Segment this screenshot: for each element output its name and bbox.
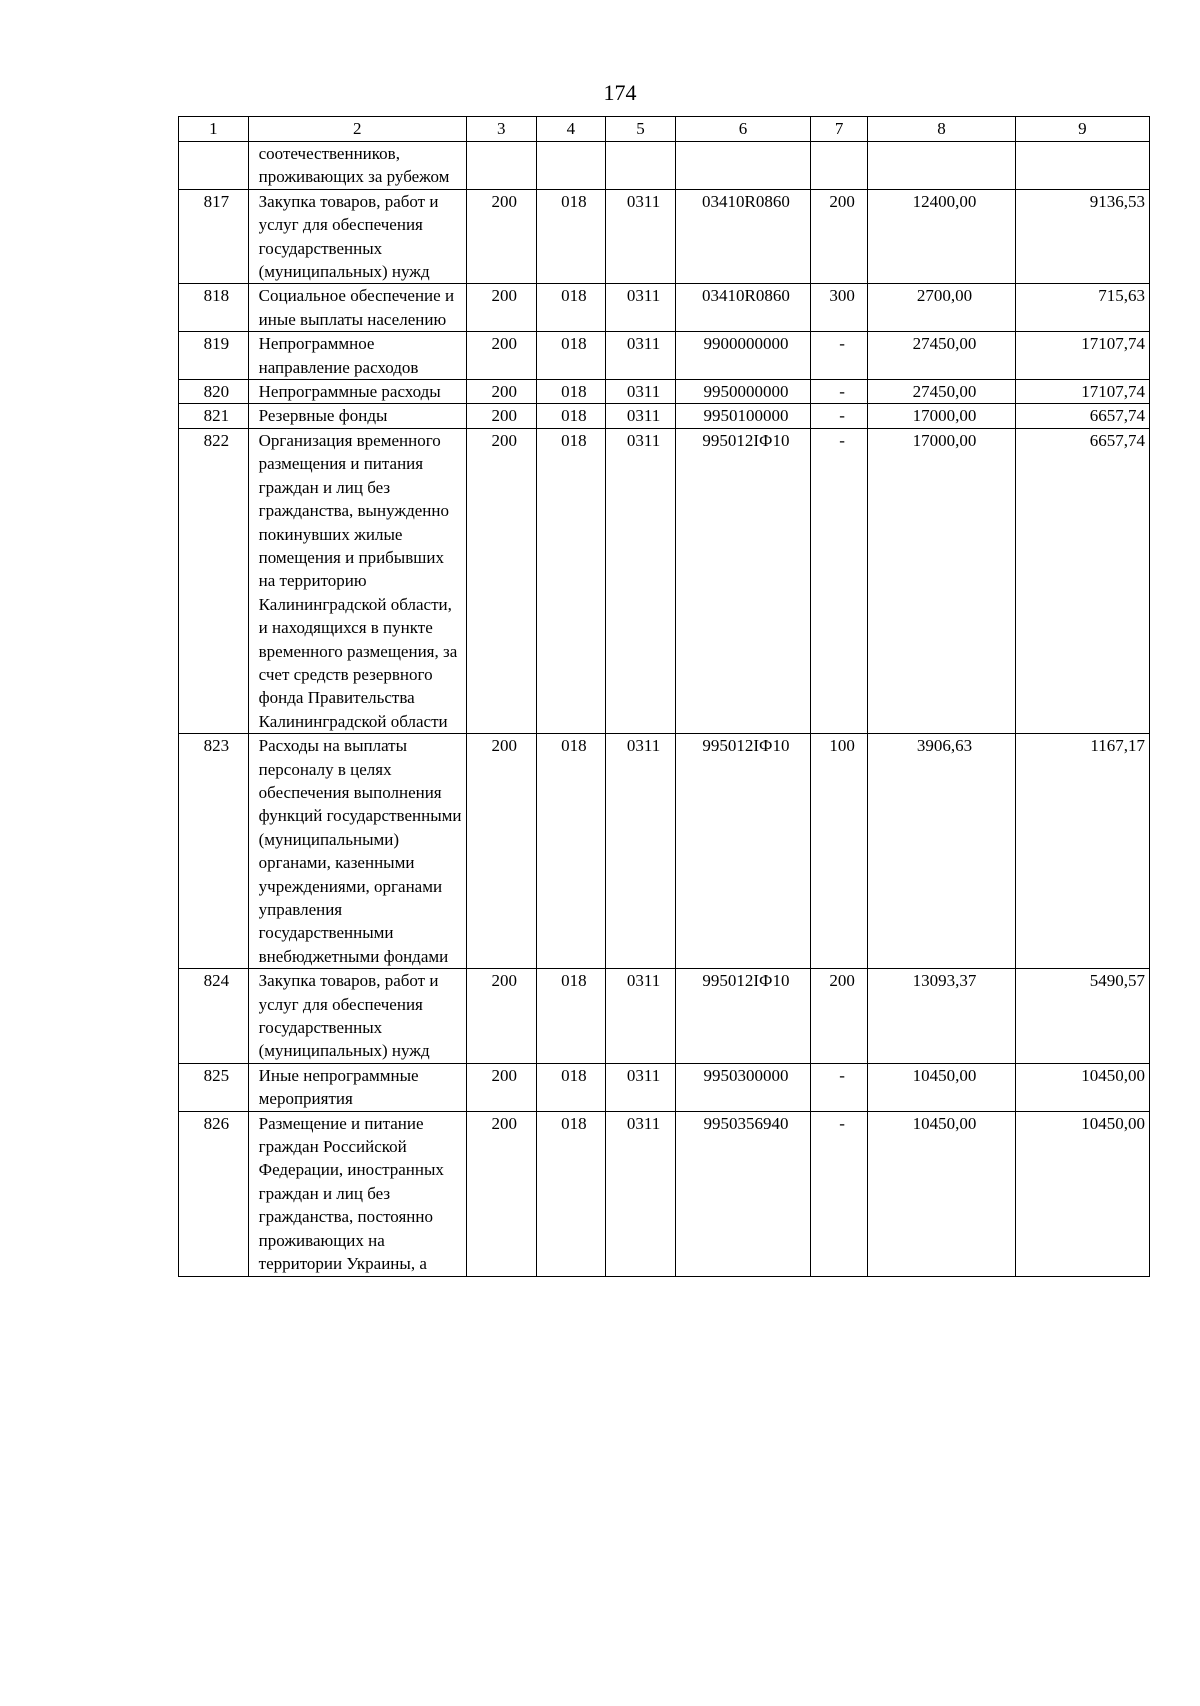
target-article-code (675, 142, 810, 190)
section-code: 0311 (606, 1111, 676, 1276)
target-article-code: 995012IФ10 (675, 428, 810, 733)
amount-col8: 17000,00 (868, 428, 1016, 733)
expense-name: Иные непрограммные мероприятия (248, 1063, 466, 1111)
budget-table (178, 116, 1150, 1277)
target-article-code: 995012IФ10 (675, 734, 810, 969)
table-row (179, 284, 1150, 332)
amount-col9: 6657,74 (1015, 404, 1149, 428)
expense-type-code: 200 (811, 189, 868, 284)
expense-type-code (811, 142, 868, 190)
row-number: 823 (179, 734, 249, 969)
section-code: 0311 (606, 332, 676, 380)
amount-col8: 17000,00 (868, 404, 1016, 428)
code-col4: 018 (536, 404, 606, 428)
amount-col9: 17107,74 (1015, 380, 1149, 404)
code-col4: 018 (536, 332, 606, 380)
amount-col8: 12400,00 (868, 189, 1016, 284)
table-row (179, 734, 1150, 969)
code-col3: 200 (466, 734, 536, 969)
amount-col8: 3906,63 (868, 734, 1016, 969)
code-col3: 200 (466, 428, 536, 733)
code-col3: 200 (466, 332, 536, 380)
code-col3: 200 (466, 404, 536, 428)
expense-type-code: - (811, 428, 868, 733)
row-number: 818 (179, 284, 249, 332)
expense-type-code: - (811, 404, 868, 428)
amount-col9: 5490,57 (1015, 969, 1149, 1064)
expense-name: Расходы на выплаты персоналу в целях обеспечения выполнения функций государственными (муниципальными) органами, казенными учреждениями, органами управления государственными внебюджетными фондами (248, 734, 466, 969)
expense-type-code: 300 (811, 284, 868, 332)
column-header: 7 (811, 117, 868, 142)
section-code: 0311 (606, 189, 676, 284)
expense-name: Размещение и питание граждан Российской Федерации, иностранных граждан и лиц без гражданства, постоянно проживающих на территории Украины, а (248, 1111, 466, 1276)
table-row (179, 1111, 1150, 1276)
table-header (179, 117, 1150, 142)
amount-col9: 9136,53 (1015, 189, 1149, 284)
table-row (179, 969, 1150, 1064)
expense-name: Закупка товаров, работ и услуг для обеспечения государственных (муниципальных) нужд (248, 189, 466, 284)
expense-type-code: - (811, 380, 868, 404)
code-col4: 018 (536, 189, 606, 284)
row-number: 824 (179, 969, 249, 1064)
code-col4: 018 (536, 284, 606, 332)
code-col4: 018 (536, 380, 606, 404)
row-number: 822 (179, 428, 249, 733)
amount-col8: 27450,00 (868, 332, 1016, 380)
column-header: 1 (179, 117, 249, 142)
table-row (179, 1063, 1150, 1111)
column-header: 2 (248, 117, 466, 142)
code-col4: 018 (536, 969, 606, 1064)
target-article-code: 9950300000 (675, 1063, 810, 1111)
code-col3: 200 (466, 189, 536, 284)
section-code: 0311 (606, 734, 676, 969)
amount-col9 (1015, 142, 1149, 190)
code-col4: 018 (536, 428, 606, 733)
expense-type-code: 100 (811, 734, 868, 969)
expense-type-code: - (811, 1111, 868, 1276)
section-code: 0311 (606, 969, 676, 1064)
column-header: 8 (868, 117, 1016, 142)
row-number: 819 (179, 332, 249, 380)
code-col3: 200 (466, 380, 536, 404)
column-header: 9 (1015, 117, 1149, 142)
section-code: 0311 (606, 1063, 676, 1111)
amount-col9: 6657,74 (1015, 428, 1149, 733)
code-col3: 200 (466, 1063, 536, 1111)
expense-name: Социальное обеспечение и иные выплаты населению (248, 284, 466, 332)
row-number: 820 (179, 380, 249, 404)
amount-col9: 1167,17 (1015, 734, 1149, 969)
target-article-code: 9950100000 (675, 404, 810, 428)
code-col3: 200 (466, 284, 536, 332)
row-number (179, 142, 249, 190)
target-article-code: 03410R0860 (675, 189, 810, 284)
amount-col8: 27450,00 (868, 380, 1016, 404)
table-row (179, 380, 1150, 404)
code-col4: 018 (536, 1063, 606, 1111)
column-header: 6 (675, 117, 810, 142)
table-row (179, 142, 1150, 190)
amount-col9: 715,63 (1015, 284, 1149, 332)
table-row (179, 428, 1150, 733)
code-col4 (536, 142, 606, 190)
expense-name: Непрограммные расходы (248, 380, 466, 404)
amount-col8: 10450,00 (868, 1111, 1016, 1276)
code-col3: 200 (466, 969, 536, 1064)
amount-col8: 13093,37 (868, 969, 1016, 1064)
target-article-code: 9950000000 (675, 380, 810, 404)
target-article-code: 03410R0860 (675, 284, 810, 332)
expense-name: соотечественников, проживающих за рубежом (248, 142, 466, 190)
expense-name: Непрограммное направление расходов (248, 332, 466, 380)
table-row (179, 332, 1150, 380)
code-col4: 018 (536, 734, 606, 969)
amount-col9: 10450,00 (1015, 1063, 1149, 1111)
target-article-code: 9950356940 (675, 1111, 810, 1276)
section-code: 0311 (606, 380, 676, 404)
expense-type-code: - (811, 1063, 868, 1111)
amount-col9: 17107,74 (1015, 332, 1149, 380)
row-number: 821 (179, 404, 249, 428)
section-code: 0311 (606, 284, 676, 332)
header-row (179, 117, 1150, 142)
amount-col8: 2700,00 (868, 284, 1016, 332)
expense-name: Закупка товаров, работ и услуг для обеспечения государственных (муниципальных) нужд (248, 969, 466, 1064)
table-body (179, 142, 1150, 1277)
code-col4: 018 (536, 1111, 606, 1276)
target-article-code: 995012IФ10 (675, 969, 810, 1064)
table-row (179, 404, 1150, 428)
row-number: 817 (179, 189, 249, 284)
page-number: 174 (603, 80, 637, 105)
column-header: 5 (606, 117, 676, 142)
expense-type-code: - (811, 332, 868, 380)
row-number: 826 (179, 1111, 249, 1276)
amount-col9: 10450,00 (1015, 1111, 1149, 1276)
column-header: 4 (536, 117, 606, 142)
amount-col8 (868, 142, 1016, 190)
expense-name: Организация временного размещения и питания граждан и лиц без гражданства, вынужденно покинувших жилые помещения и прибывших на территорию Калининградской области, и находящихся в пункте временного размещения, за счет средств резервного фонда Правительства Калининградской области (248, 428, 466, 733)
expense-type-code: 200 (811, 969, 868, 1064)
section-code: 0311 (606, 404, 676, 428)
expense-name: Резервные фонды (248, 404, 466, 428)
table-row (179, 189, 1150, 284)
code-col3: 200 (466, 1111, 536, 1276)
section-code: 0311 (606, 428, 676, 733)
row-number: 825 (179, 1063, 249, 1111)
amount-col8: 10450,00 (868, 1063, 1016, 1111)
code-col3 (466, 142, 536, 190)
section-code (606, 142, 676, 190)
column-header: 3 (466, 117, 536, 142)
target-article-code: 9900000000 (675, 332, 810, 380)
